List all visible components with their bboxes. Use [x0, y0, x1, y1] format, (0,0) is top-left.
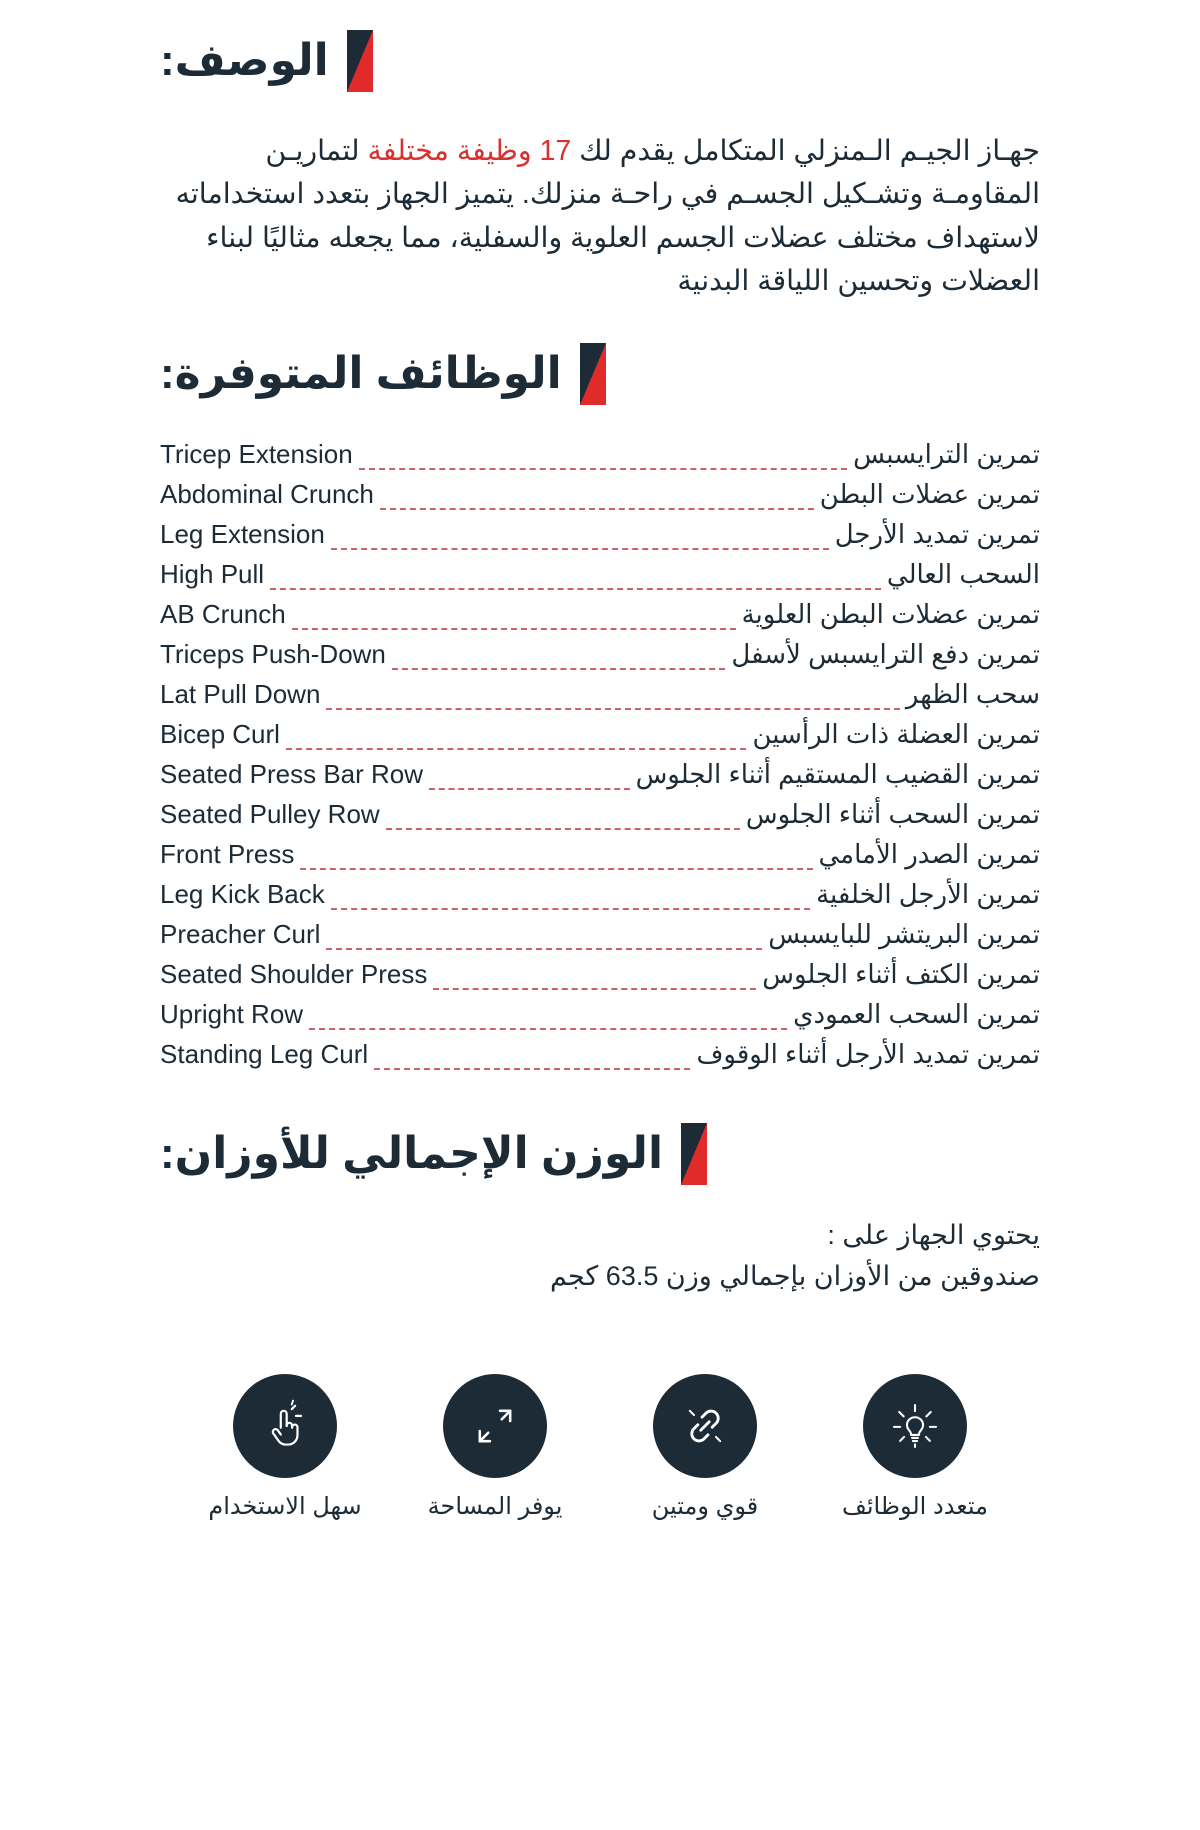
- description-heading-text: الوصف:: [160, 35, 329, 85]
- multifunction-bulb-icon: [863, 1374, 967, 1478]
- function-row: [160, 679, 1040, 719]
- leader-dots: [331, 548, 829, 549]
- function-name-en: AB Crunch: [160, 599, 286, 630]
- function-name-en: Leg Kick Back: [160, 879, 325, 910]
- function-name-ar: تمرين البريتشر للبايسبس: [768, 919, 1040, 950]
- functions-heading-wrap: [160, 343, 1200, 405]
- function-row: [160, 799, 1040, 839]
- leader-dots: [392, 668, 726, 669]
- feature-badges: [150, 1374, 1050, 1521]
- leader-dots: [270, 588, 881, 589]
- function-row: [160, 559, 1040, 599]
- function-name-en: Abdominal Crunch: [160, 479, 374, 510]
- feature-label: متعدد الوظائف: [842, 1493, 988, 1521]
- description-heading: [160, 30, 373, 92]
- function-name-en: Seated Press Bar Row: [160, 759, 424, 790]
- function-row: [160, 719, 1040, 759]
- function-name-ar: تمرين السحب العمودي: [793, 999, 1040, 1030]
- description-heading-wrap: [160, 30, 1200, 92]
- function-name-en: Upright Row: [160, 999, 304, 1030]
- chain-link-icon: [653, 1374, 757, 1478]
- section-marker-icon: [347, 30, 373, 92]
- function-row: [160, 519, 1040, 559]
- function-name-en: Triceps Push-Down: [160, 639, 386, 670]
- function-row: [160, 959, 1040, 999]
- leader-dots: [326, 948, 762, 949]
- function-name-ar: تمرين الصدر الأمامي: [818, 839, 1040, 870]
- function-row: [160, 879, 1040, 919]
- leader-dots: [331, 908, 810, 909]
- function-name-ar: تمرين الأرجل الخلفية: [816, 879, 1040, 910]
- function-name-ar: تمرين عضلات البطن: [819, 479, 1040, 510]
- feature-item: [840, 1374, 990, 1521]
- function-name-en: Seated Shoulder Press: [160, 959, 428, 990]
- weight-heading-wrap: [160, 1123, 1200, 1185]
- leader-dots: [292, 628, 736, 629]
- function-name-en: Lat Pull Down: [160, 679, 321, 710]
- weight-heading-text: الوزن الإجمالي للأوزان:: [160, 1129, 664, 1179]
- function-name-ar: تمرين العضلة ذات الرأسين: [752, 719, 1040, 750]
- function-name-ar: تمرين دفع الترايسبس لأسفل: [731, 639, 1040, 670]
- description-text-pre: جهـاز الجيـم الـمنزلي المتكامل يقدم لك: [571, 135, 1040, 167]
- function-row: [160, 999, 1040, 1039]
- weight-line-1: يحتوي الجهاز على :: [827, 1220, 1040, 1251]
- functions-list: [160, 439, 1040, 1079]
- function-name-en: Leg Extension: [160, 519, 325, 550]
- tap-hand-icon: [233, 1374, 337, 1478]
- function-row: [160, 439, 1040, 479]
- feature-item: [420, 1374, 570, 1521]
- functions-heading: [160, 343, 606, 405]
- leader-dots: [359, 468, 847, 469]
- function-row: [160, 639, 1040, 679]
- description-paragraph: [160, 130, 1040, 303]
- function-row: [160, 919, 1040, 959]
- feature-item: [210, 1374, 360, 1521]
- feature-label: سهل الاستخدام: [208, 1493, 362, 1521]
- section-marker-icon: [681, 1123, 707, 1185]
- function-name-ar: تمرين تمديد الأرجل: [834, 519, 1040, 550]
- weight-heading: [160, 1123, 707, 1185]
- function-name-ar: تمرين تمديد الأرجل أثناء الوقوف: [696, 1039, 1040, 1070]
- function-row: [160, 839, 1040, 879]
- description-text-highlight: 17 وظيفة مختلفة: [367, 135, 572, 167]
- leader-dots: [286, 748, 747, 749]
- leader-dots: [380, 508, 814, 509]
- function-name-ar: سحب الظهر: [905, 679, 1040, 710]
- function-name-ar: تمرين السحب أثناء الجلوس: [745, 799, 1040, 830]
- function-name-ar: تمرين عضلات البطن العلوية: [741, 599, 1040, 630]
- product-description-page: [0, 30, 1200, 1830]
- function-row: [160, 759, 1040, 799]
- section-marker-icon: [580, 343, 606, 405]
- function-name-ar: تمرين الترايسبس: [853, 439, 1040, 470]
- function-row: [160, 599, 1040, 639]
- leader-dots: [326, 708, 899, 709]
- leader-dots: [309, 1028, 787, 1029]
- weight-details: [160, 1215, 1040, 1296]
- function-name-en: Standing Leg Curl: [160, 1039, 369, 1070]
- function-row: [160, 1039, 1040, 1079]
- description-text-post: لتماريـن المقاومـة وتشـكيل الجسـم في راحـة منزلك. يتميز الجهاز بتعدد استخداماته لاستهداف مختلف عضلات الجسم العلوية والسفلية، مما يجعله مثاليًا لبناء العضلات وتحسين اللياقة البدنية: [175, 135, 1040, 297]
- function-row: [160, 479, 1040, 519]
- function-name-en: High Pull: [160, 559, 265, 590]
- space-saving-arrows-icon: [443, 1374, 547, 1478]
- function-name-en: Seated Pulley Row: [160, 799, 380, 830]
- leader-dots: [429, 788, 630, 789]
- function-name-en: Tricep Extension: [160, 439, 353, 470]
- weight-line-2: صندوقين من الأوزان بإجمالي وزن 63.5 كجم: [550, 1260, 1040, 1291]
- leader-dots: [374, 1068, 690, 1069]
- function-name-en: Bicep Curl: [160, 719, 280, 750]
- function-name-ar: تمرين القضيب المستقيم أثناء الجلوس: [635, 759, 1040, 790]
- leader-dots: [300, 868, 812, 869]
- feature-label: قوي ومتين: [651, 1493, 759, 1521]
- function-name-ar: تمرين الكتف أثناء الجلوس: [762, 959, 1040, 990]
- leader-dots: [433, 988, 756, 989]
- function-name-ar: السحب العالي: [886, 559, 1040, 590]
- leader-dots: [386, 828, 740, 829]
- function-name-en: Preacher Curl: [160, 919, 321, 950]
- functions-heading-text: الوظائف المتوفرة:: [160, 349, 562, 399]
- feature-item: [630, 1374, 780, 1521]
- function-name-en: Front Press: [160, 839, 295, 870]
- feature-label: يوفر المساحة: [427, 1493, 563, 1521]
